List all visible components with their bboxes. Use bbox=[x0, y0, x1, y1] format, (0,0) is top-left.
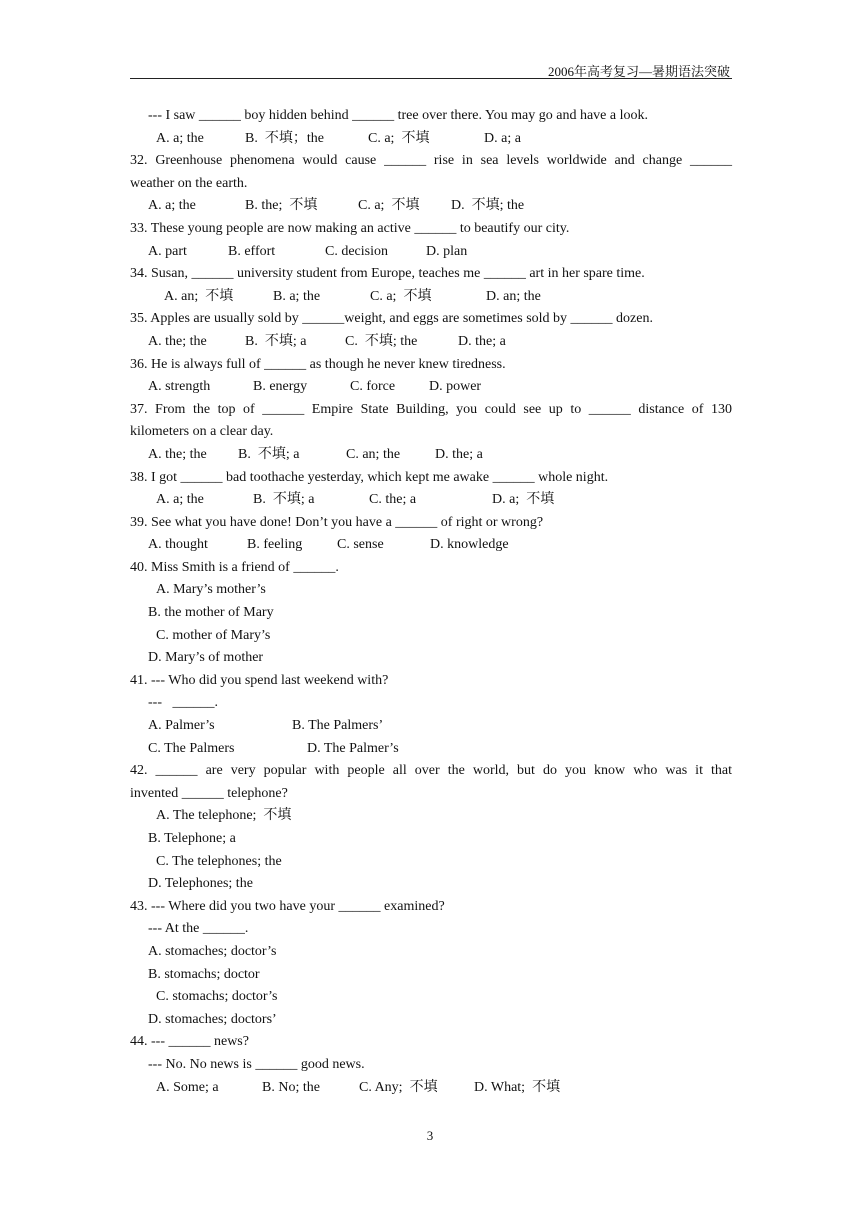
option-d: D. the; a bbox=[435, 446, 483, 462]
question-text: 36. He is always full of ______ as though he never knew tiredness. bbox=[130, 356, 506, 372]
option-a: A. the; the bbox=[148, 446, 207, 462]
dialogue-response: --- No. No news is ______ good news. bbox=[148, 1056, 365, 1072]
option-d: D. the; a bbox=[458, 333, 506, 349]
option-c: C. 不填; the bbox=[345, 333, 418, 349]
option-b: B. stomachs; doctor bbox=[148, 966, 260, 982]
question-text: weather on the earth. bbox=[130, 175, 248, 191]
option-a: A. Palmer’s bbox=[148, 718, 215, 734]
answer-options bbox=[130, 738, 732, 761]
option-c: C. The Palmers bbox=[148, 740, 235, 756]
answer-options bbox=[130, 534, 732, 557]
option-c: C. a; 不填 bbox=[370, 288, 432, 304]
question-text: --- I saw ______ boy hidden behind ______ tree over there. You may go and have a look. bbox=[148, 108, 649, 123]
question-text: 33. These young people are now making an active ______ to beautify our city. bbox=[130, 220, 570, 236]
option-b: B. 不填; a bbox=[253, 492, 315, 508]
answer-options bbox=[130, 128, 732, 151]
option-c: C. a; 不填 bbox=[358, 198, 420, 214]
answer-options bbox=[130, 286, 732, 309]
answer-options bbox=[130, 331, 732, 354]
option-a: A. strength bbox=[148, 379, 211, 395]
option-b: B. feeling bbox=[247, 537, 303, 553]
option-c: C. The telephones; the bbox=[156, 853, 282, 869]
question-text: 44. --- ______ news? bbox=[130, 1034, 249, 1050]
option-c: C. decision bbox=[325, 243, 388, 259]
option-c: C. a; 不填 bbox=[368, 130, 430, 146]
dialogue-response: --- At the ______. bbox=[148, 921, 249, 937]
question-text: 41. --- Who did you spend last weekend with? bbox=[130, 672, 389, 688]
option-b: B. energy bbox=[253, 379, 308, 395]
answer-options bbox=[130, 195, 732, 218]
option-a: A. a; the bbox=[156, 130, 204, 146]
option-c: C. stomachs; doctor’s bbox=[156, 989, 278, 1005]
option-d: D. Telephones; the bbox=[148, 876, 253, 892]
question-text: 35. Apples are usually sold by ______weight, and eggs are sometimes sold by ______ dozen. bbox=[130, 311, 653, 327]
header-title: 2006年高考复习—暑期语法突破 bbox=[547, 64, 730, 79]
option-a: A. stomaches; doctor’s bbox=[148, 943, 277, 959]
answer-options bbox=[130, 241, 732, 264]
option-c: C. Any; 不填 bbox=[359, 1079, 438, 1095]
option-a: A. a; the bbox=[148, 198, 196, 214]
question-text: 39. See what you have done! Don’t you have a ______ of right or wrong? bbox=[130, 514, 544, 530]
answer-options bbox=[130, 376, 732, 399]
option-d: D. knowledge bbox=[430, 537, 509, 553]
dialogue-response: --- ______. bbox=[148, 695, 218, 711]
option-b: B. The Palmers’ bbox=[292, 718, 384, 734]
option-a: A. a; the bbox=[156, 492, 204, 508]
option-d: D. stomaches; doctors’ bbox=[148, 1011, 277, 1027]
option-d: D. The Palmer’s bbox=[307, 740, 399, 756]
option-b: B. effort bbox=[228, 243, 276, 259]
option-b: B. a; the bbox=[273, 288, 321, 304]
question-text: 43. --- Where did you two have your ______ examined? bbox=[130, 898, 445, 914]
option-a: A. an; 不填 bbox=[164, 288, 234, 304]
question-text: 37. From the top of ______ Empire State Building, you could see up to ______ distance of 130 bbox=[130, 401, 732, 417]
option-a: A. part bbox=[148, 243, 187, 259]
question-text: kilometers on a clear day. bbox=[130, 424, 274, 440]
page-number: 3 bbox=[426, 1128, 434, 1143]
option-a: A. Mary’s mother’s bbox=[156, 582, 266, 598]
question-text: 40. Miss Smith is a friend of ______. bbox=[130, 559, 339, 575]
option-d: D. a; 不填 bbox=[492, 492, 555, 508]
page-header bbox=[130, 58, 732, 79]
option-b: B. 不填; a bbox=[238, 446, 300, 462]
option-b: B. 不填; a bbox=[245, 333, 307, 349]
option-b: B. the mother of Mary bbox=[148, 605, 274, 621]
option-c: C. sense bbox=[337, 537, 384, 553]
option-d: D. an; the bbox=[486, 288, 541, 304]
question-text: 32. Greenhouse phenomena would cause ______ rise in sea levels worldwide and change ______ bbox=[130, 153, 732, 169]
option-d: D. What; 不填 bbox=[474, 1079, 561, 1095]
question-text: 38. I got ______ bad toothache yesterday, which kept me awake ______ whole night. bbox=[130, 469, 609, 485]
option-a: A. the; the bbox=[148, 333, 207, 349]
question-text: 42. ______ are very popular with people all over the world, but do you know who was it that bbox=[130, 763, 732, 779]
option-c: C. force bbox=[350, 379, 396, 395]
option-b: B. 不填；the bbox=[245, 130, 324, 146]
option-b: B. Telephone; a bbox=[148, 831, 236, 846]
answer-options bbox=[130, 489, 732, 512]
option-a: A. The telephone; 不填 bbox=[156, 808, 292, 824]
option-c: C. an; the bbox=[346, 446, 401, 462]
option-c: C. mother of Mary’s bbox=[156, 627, 271, 643]
option-d: D. power bbox=[429, 379, 482, 395]
question-text: 34. Susan, ______ university student from Europe, teaches me ______ art in her spare time. bbox=[130, 266, 645, 282]
option-a: A. Some; a bbox=[156, 1079, 219, 1095]
option-d: D. Mary’s of mother bbox=[148, 650, 264, 666]
answer-options bbox=[130, 715, 732, 738]
option-a: A. thought bbox=[148, 537, 208, 553]
option-b: B. No; the bbox=[262, 1079, 320, 1095]
option-d: D. a; a bbox=[484, 130, 521, 146]
answer-options bbox=[130, 444, 732, 467]
option-d: D. 不填; the bbox=[451, 198, 525, 214]
question-text: invented ______ telephone? bbox=[130, 785, 288, 801]
option-c: C. the; a bbox=[369, 492, 417, 508]
option-d: D. plan bbox=[426, 243, 468, 259]
exercise-content bbox=[130, 105, 732, 1099]
answer-options bbox=[130, 1077, 732, 1100]
option-b: B. the; 不填 bbox=[245, 198, 318, 214]
